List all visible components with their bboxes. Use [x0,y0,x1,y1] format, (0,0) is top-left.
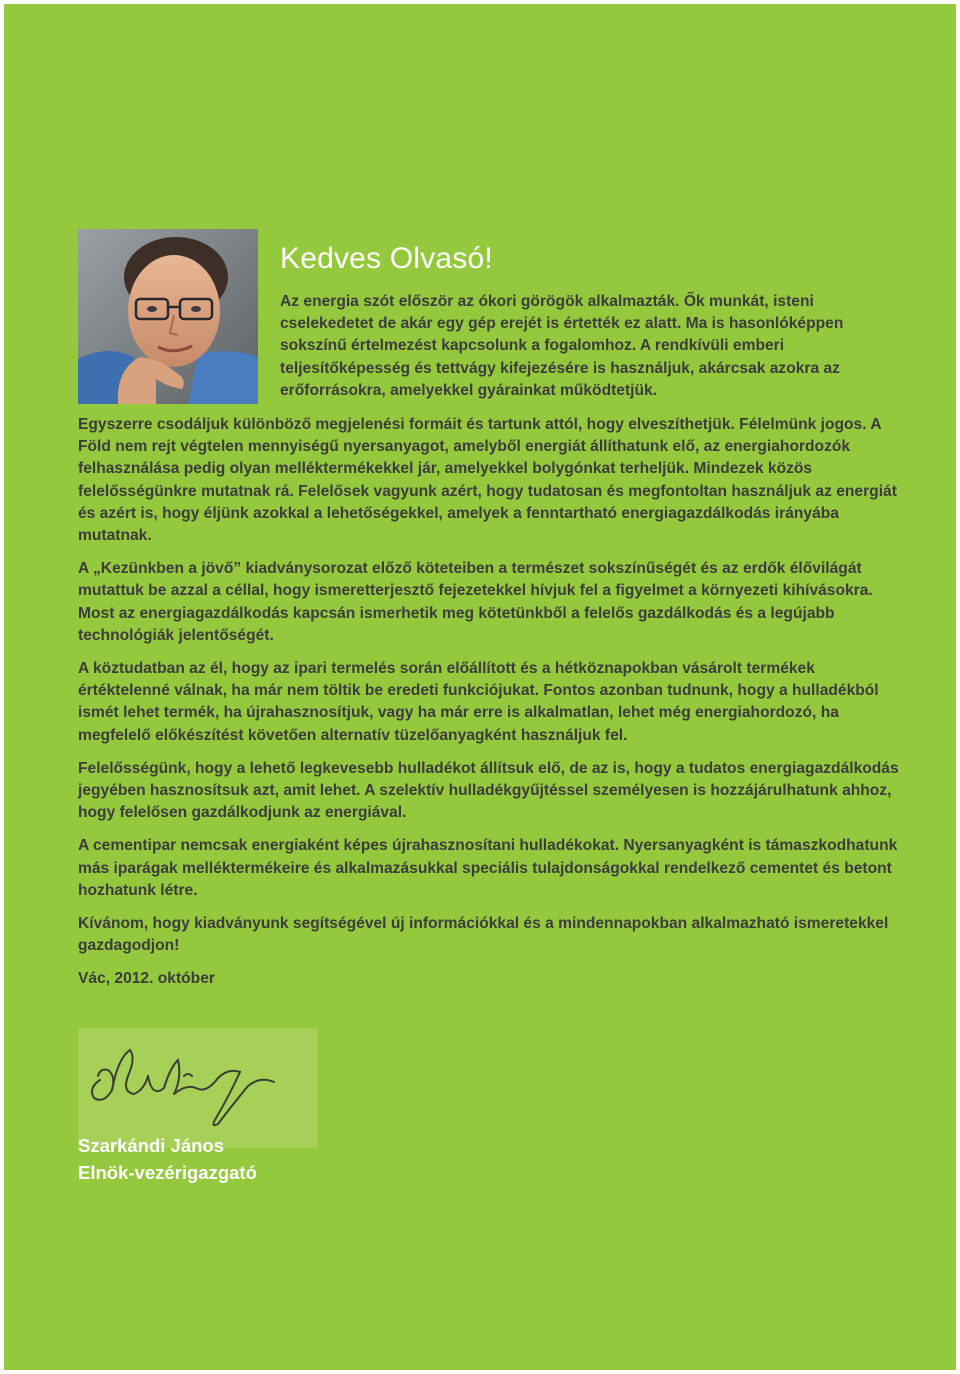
body-paragraph: A cementipar nemcsak energiaként képes újrahasznosítani hulladékokat. Nyersanyagként is támaszkodhatunk más iparágak melléktermékeire és alkalmazásukkal speciális tulajdonságokkal rendelkező cementet és betont hozhatunk létre. [78,837,898,899]
body-paragraph: A köztudatban az él, hogy az ipari termelés során előállított és a hétköznapokban vásárolt termékek értéktelenné válnak, ha már nem töltik be eredeti funkciójukat. Fontos azonban tudnunk, hogy a hulladékból ismét lehet termék, ha újrahasznosítjuk, vagy ha már erre is alkalmatlan, lehet még energiahordozó, ha megfelelő előkészítést követően alternatív tüzelőanyagként használjuk fel. [78,660,879,744]
letter-body [78,414,900,1002]
signer-name: Szarkándi János [78,1135,225,1156]
handwritten-signature [78,1028,318,1148]
signer-title: Elnök-vezérigazgató [78,1162,257,1183]
signer-block [78,1132,257,1186]
author-portrait [78,229,258,404]
body-paragraph: Kívánom, hogy kiadványunk segítségével új információkkal és a mindennapokban alkalmazható ismeretekkel gazdagodjon! [78,915,889,955]
letter-heading: Kedves Olvasó! [280,242,493,275]
body-paragraph: Egyszerre csodáljuk különböző megjelenési formáit és tartunk attól, hogy elveszíthetjük. Félelmünk jogos. A Föld nem rejt végtelen mennyiségű nyersanyagot, amelyből energiát állíthatunk elő, az energiahordozók felhasználása pedig olyan melléktermékekkel jár, amelyekkel bolygónkat terheljük. Mindezek közös felelősségünkre mutatnak rá. Felelősek vagyunk azért, hogy tudatosan és megfontoltan használjuk az energiát és azért is, hogy éljünk azokkal a lehetőségekkel, amelyek a fenntartható energiagazdálkodás irányába mutatnak. [78,416,897,545]
body-paragraph: A „Kezünkben a jövő” kiadványsorozat előző köteteiben a természet sokszínűségét és az erdők élővilágát mutattuk be azzal a céllal, hogy ismeretterjesztő fejezetekkel hívjuk fel a figyelmet a környezeti kihívásokra. Most az energiagazdálkodás kapcsán ismerhetik meg kötetünkből a felelős gazdálkodás és a legújabb technológiák jelentőségét. [78,560,873,644]
date-line: Vác, 2012. október [78,970,215,988]
intro-paragraph: Az energia szót először az ókori görögök alkalmazták. Ők munkát, isteni cselekedetet de akár egy gép erejét is értették ez alatt. Ma is hasonlóképpen sokszínű értelmezést kapcsolunk a fogalomhoz. A rendkívüli emberi teljesítőképesség és tettvágy kifejezésére is használjuk, akárcsak azokra az erőforrásokra, amelyekkel gyárainkat működtetjük. [280,293,844,399]
letter-page [4,4,956,1370]
body-paragraph: Felelősségünk, hogy a lehető legkevesebb hulladékot állítsuk elő, de az is, hogy a tudatos energiagazdálkodás jegyében hasznosítsuk azt, amit lehet. A szelektív hulladékgyűjtéssel személyesen is hozzájárulhatunk ahhoz, hogy felelősen gazdálkodjunk az energiával. [78,759,899,822]
